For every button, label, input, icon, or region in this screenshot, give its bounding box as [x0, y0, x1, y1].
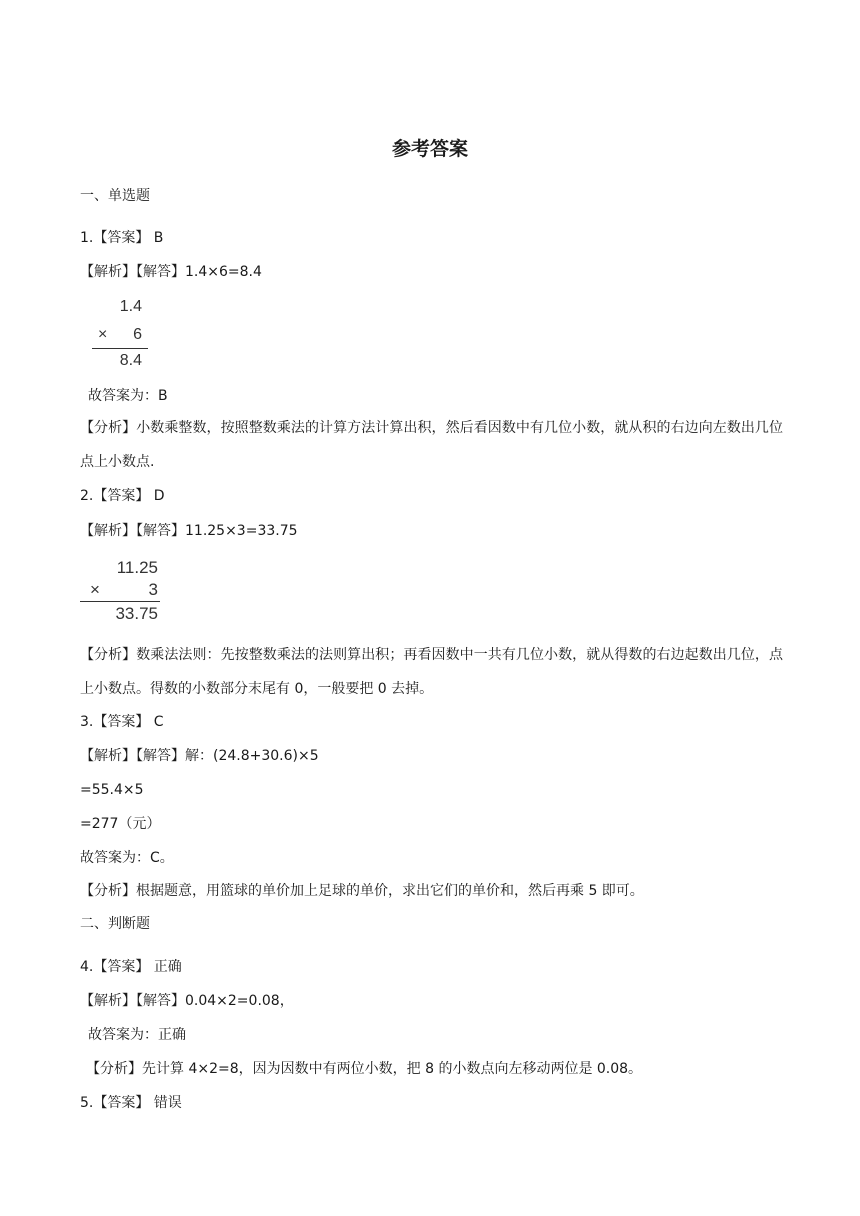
q2-analysis: 【解析】【解答】11.25×3=33.75 — [80, 523, 298, 539]
q3-note: 【分析】根据题意，用篮球的单价加上足球的单价，求出它们的单价和，然后再乘 5 即可。 — [80, 883, 644, 899]
q2-calc-multiplier: 3 — [148, 580, 158, 599]
q1-calc-top: 1.4 — [119, 298, 142, 315]
q3-conclusion: 故答案为：C。 — [80, 850, 174, 866]
page-title: 参考答案 — [391, 138, 468, 160]
q3-analysis: 【解析】【解答】解：(24.8+30.6)×5 — [80, 748, 319, 764]
q1-calc-times-icon: × — [98, 326, 108, 343]
q4-answer: 4.【答案】 正确 — [80, 959, 182, 975]
q2-answer: 2.【答案】 D — [80, 488, 165, 504]
q2-calc-rule — [80, 601, 160, 602]
q4-note: 【分析】先计算 4×2=8，因为因数中有两位小数，把 8 的小数点向左移动两位是 0.08。 — [86, 1061, 643, 1077]
q1-calc-multiplier: 6 — [133, 326, 142, 343]
q3-step-2: =277（元） — [80, 816, 161, 832]
q2-vertical-calculation — [80, 556, 166, 628]
q1-vertical-calculation — [90, 296, 150, 376]
q3-answer: 3.【答案】 C — [80, 714, 164, 730]
q2-calc-top: 11.25 — [116, 558, 158, 577]
q1-conclusion: 故答案为：B — [88, 388, 168, 404]
q1-calc-result: 8.4 — [119, 352, 142, 369]
q1-analysis: 【解析】【解答】1.4×6=8.4 — [80, 264, 262, 280]
q2-note: 【分析】数乘法法则：先按整数乘法的法则算出积；再看因数中一共有几位小数，就从得数的右边起数出几位，点上小数点。得数的小数部分末尾有 0，一般要把 0 去掉。 — [80, 647, 783, 697]
q1-answer: 1.【答案】 B — [80, 230, 164, 246]
q5-answer: 5.【答案】 错误 — [80, 1095, 182, 1111]
q1-note: 【分析】小数乘整数，按照整数乘法的计算方法计算出积，然后看因数中有几位小数，就从积的右边向左数出几位点上小数点. — [80, 420, 783, 470]
q1-calc-rule — [92, 348, 148, 349]
q2-calc-result: 33.75 — [115, 604, 158, 623]
section-heading-single-choice: 一、单选题 — [80, 188, 150, 204]
q4-conclusion: 故答案为：正确 — [88, 1027, 186, 1043]
section-heading-true-false: 二、判断题 — [80, 916, 150, 932]
q2-calc-times-icon: × — [90, 580, 100, 599]
q4-analysis: 【解析】【解答】0.04×2=0.08， — [80, 993, 294, 1009]
q3-step-1: =55.4×5 — [80, 782, 144, 798]
